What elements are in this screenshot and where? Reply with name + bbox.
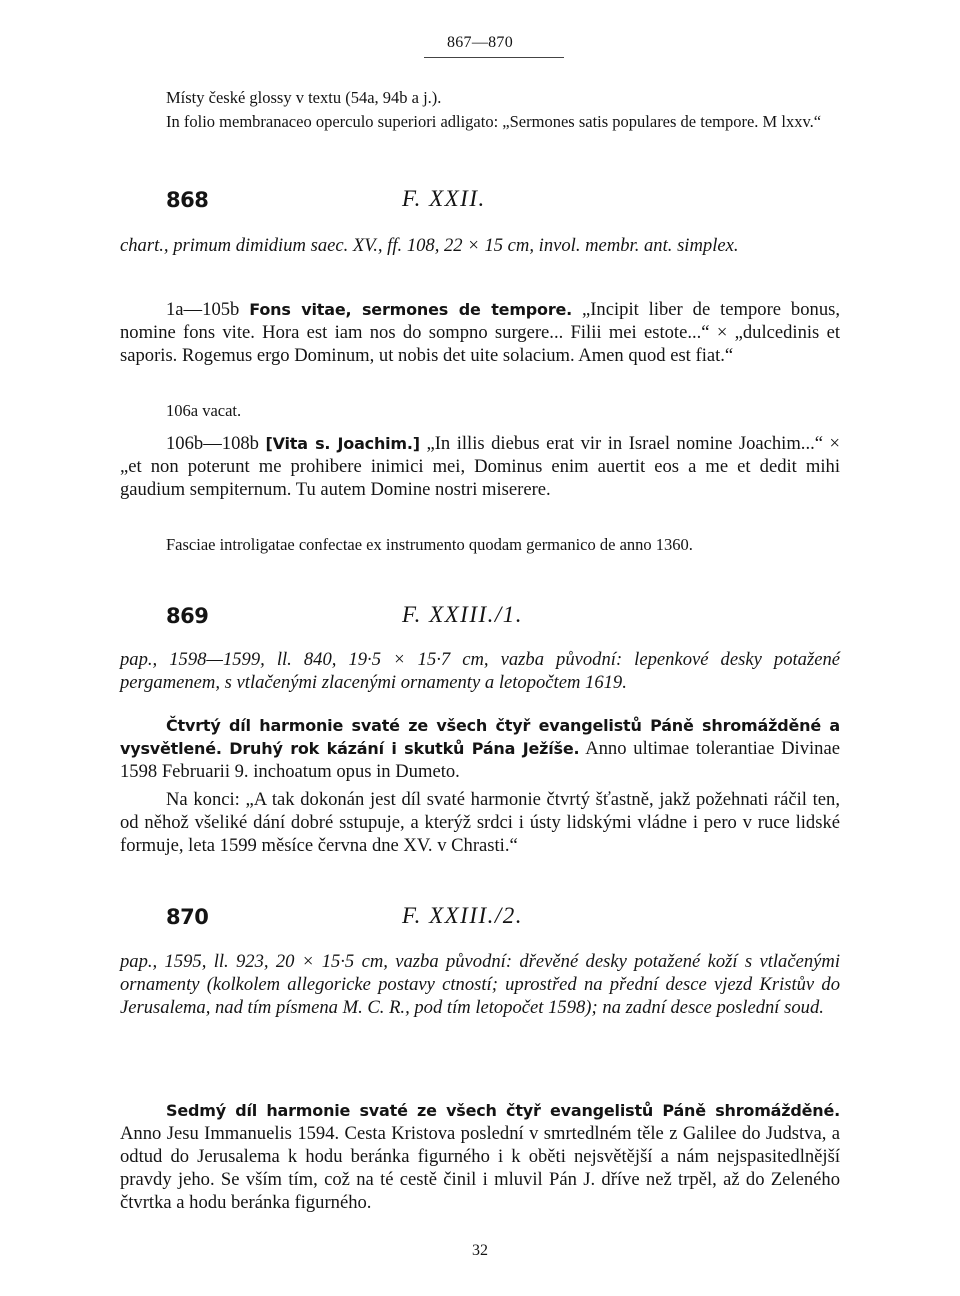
shelfmark: F. XXIII./1. (402, 602, 524, 627)
work-text: Anno Jesu Immanuelis 1594. Cesta Kristova poslední v smrtedlném těle z Galilee do Judstva, a odtud do Jerusalema k hodu beránka figurného i k oběti nejsvětější a nám nejspasitedlnější pravdy jeho. Se vším tím, což na té cestě činil i mluvil Pán J. dříve než trpěl, až do Zeleného čtvrtka a hodu beránka figurného. (120, 1123, 840, 1213)
work-title: Sedmý díl harmonie svaté ze všech čtyř evangelistů Páně shromážděné. (166, 1101, 840, 1120)
entry-number: 870 (166, 905, 209, 929)
work-incipit: Anno ultimae tolerantiae Divinae 1598 Februarii 9. inchoatum opus in Dumeto. (120, 738, 840, 782)
entry-868-item-1 (120, 298, 840, 367)
entry-870-title-block (120, 1099, 840, 1214)
entry-number: 869 (166, 604, 209, 628)
entry-869-header (120, 604, 840, 634)
entry-number: 868 (166, 188, 209, 212)
folio-range: 1a—105b (166, 299, 240, 320)
item-text: „Incipit liber de tempore bonus, nomine fons vite. Hora est iam nos do sompno surgere... Filii mei estote...“ × „dulcedinis et saporis. Rogemus ergo Dominum, ut nobis det uite solacium. Amen quod est fiat.“ (120, 299, 841, 366)
folio-range: 106b—108b (166, 433, 259, 454)
entry-868-item-3 (120, 432, 840, 501)
page-number: 32 (472, 1242, 488, 1259)
entry-868-description: chart., primum dimidium saec. XV., ff. 108, 22 × 15 cm, invol. membr. ant. simplex. (120, 235, 739, 256)
document-page (120, 0, 840, 1296)
entry-869-explicit: Na konci: „A tak dokonán jest díl svaté harmonie čtvrtý šťastně, jakž požehnati ráčil ten, od něhož všeliké dání dobré sstupuje, a kterýž srdci i ústy lidskými vládne i pero v ruce lidské formuje, leta 1599 měsíce června dne XV. v Chrasti.“ (120, 789, 840, 856)
entry-868-binding-note: Fasciae introligatae confectae ex instrumento quodam germanico de anno 1360. (166, 535, 693, 554)
item-title: [Vita s. Joachim.] (265, 434, 420, 453)
entry-868-item-2: 106a vacat. (166, 401, 242, 420)
item-title: Fons vitae, sermones de tempore. (249, 300, 573, 319)
shelfmark: F. XXIII./2. (402, 903, 524, 928)
entry-868-header (120, 188, 840, 218)
item-text: „In illis diebus erat vir in Israel nomine Joachim...“ × „et non poterunt me prohibere inimici mei, Dominus enim auertit eos a me et dedit mihi gaudium sempiternum. Tu autem Domine nostri miserere. (120, 433, 841, 500)
entry-869-title-block (120, 714, 840, 783)
entry-867-note-glosses: Místy české glossy v textu (54a, 94b a j.). (166, 88, 442, 107)
shelfmark: F. XXII. (402, 186, 486, 211)
entry-867-note-binding: In folio membranaceo operculo superiori adligato: „Sermones satis populares de tempore. M lxxv.“ (166, 112, 822, 131)
entry-869-description: pap., 1598—1599, ll. 840, 19·5 × 15·7 cm, vazba původní: lepenkové desky potažené pergamenem, s vtlačenými zlacenými ornamenty a letopočtem 1619. (120, 649, 840, 693)
entry-870-description: pap., 1595, ll. 923, 20 × 15·5 cm, vazba původní: dřevěné desky potažené koží s vtlačenými ornamenty (kolkolem allegoricke postavy ctností; uprostřed na přední desce vjezd Kristův do Jerusalema, nad tím písmena M. C. R., pod tím letopočet 1598); na zadní desce poslední soud. (120, 951, 840, 1018)
running-head-rule (424, 57, 564, 58)
running-head: 867—870 (446, 34, 514, 51)
work-title: Čtvrtý díl harmonie svaté ze všech čtyř evangelistů Páně shromážděné a vysvětlené. Druhý rok kázání i skutků Pána Ježíše. (120, 716, 840, 758)
entry-870-header (120, 905, 840, 935)
